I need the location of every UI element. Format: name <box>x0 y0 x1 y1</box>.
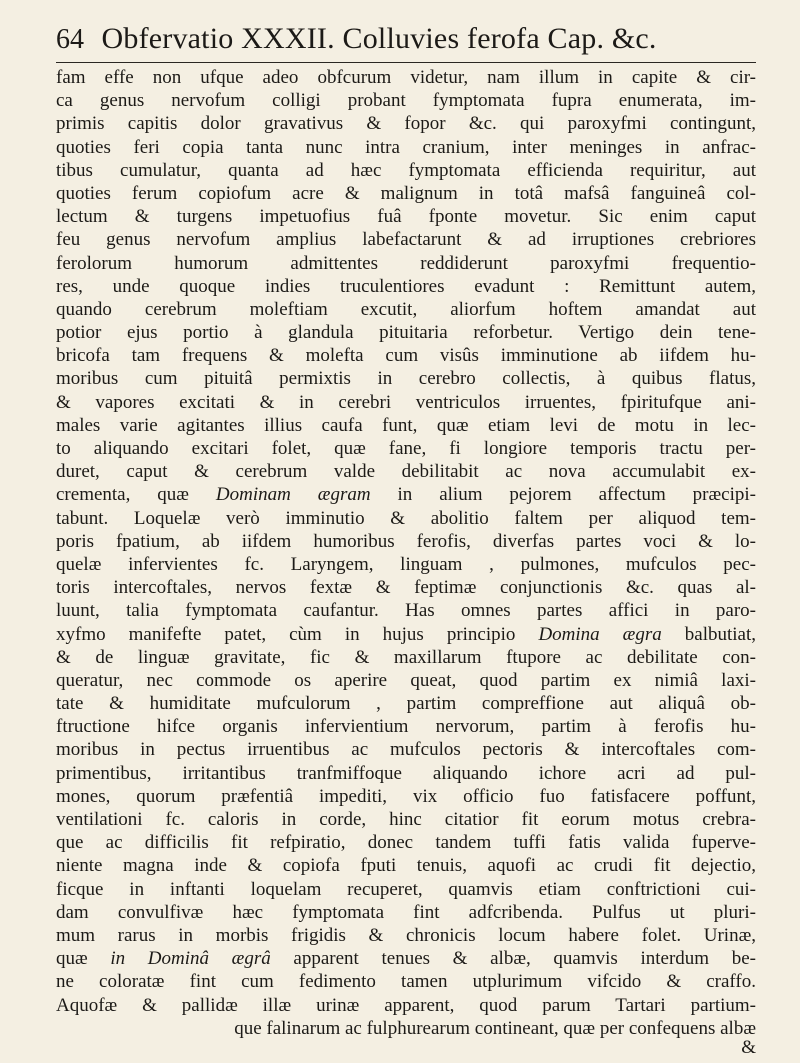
text-segment: ficque in inftanti loquelam recuperet, quamvis etiam conftrictioni cui- <box>56 878 756 900</box>
text-segment: toris intercoftales, nervos fextæ & feptimæ conjunctionis &c. quas al- <box>56 577 756 599</box>
text-line <box>56 182 756 205</box>
text-segment: males varie agitantes illius caufa funt, quæ etiam levi de motu in lec- <box>56 414 756 436</box>
text-line <box>56 808 756 831</box>
text-segment: poris fpatium, ab iifdem humoribus ferofis, diverfas partes voci & lo- <box>56 530 756 552</box>
text-line <box>56 854 756 877</box>
body-text <box>56 66 756 1040</box>
text-segment: luunt, talia fymptomata caufantur. Has omnes partes affici in paro- <box>56 600 756 622</box>
text-line <box>56 275 756 298</box>
text-line <box>56 437 756 460</box>
text-line <box>56 391 756 414</box>
italic-text: in Dominâ ægrâ <box>110 948 271 970</box>
text-segment: & de linguæ gravitate, fic & maxillarum ftupore ac debilitate con- <box>56 646 756 668</box>
text-segment: bricofa tam frequens & molefta cum visûs imminutione ab iifdem hu- <box>56 345 756 367</box>
text-line <box>56 112 756 135</box>
text-segment: potior ejus portio à glandula pituitaria reforbetur. Vertigo dein tene- <box>56 322 756 344</box>
text-line <box>56 530 756 553</box>
text-segment: ferolorum humorum admittentes reddiderunt paroxyfmi frequentio- <box>56 252 756 274</box>
text-segment: duret, caput & cerebrum valde debilitabit ac nova accumulabit ex- <box>56 461 756 483</box>
text-segment: queratur, nec commode os aperire queat, quod partim ex nimiâ laxi- <box>56 669 756 691</box>
text-segment: xyfmo manifefte patet, cùm in hujus principio <box>56 623 539 645</box>
text-segment: quoties feri copia tanta nunc intra cranium, inter meninges in anfrac- <box>56 136 756 158</box>
text-line <box>56 228 756 251</box>
text-line <box>56 947 756 970</box>
text-segment: apparent tenues & albæ, quamvis interdum be- <box>270 948 756 970</box>
text-segment: que falinarum ac fulphurearum contineant, quæ per confequens albæ <box>234 1017 756 1039</box>
text-line <box>56 507 756 530</box>
text-segment: quoties ferum copiofum acre & malignum in totâ mafsâ fanguineâ col- <box>56 182 756 204</box>
text-line <box>56 692 756 715</box>
text-segment: & vapores excitati & in cerebri ventriculos irruentes, fpiritufque ani- <box>56 391 756 413</box>
text-line <box>56 553 756 576</box>
page-number: 64 <box>56 24 84 55</box>
text-segment: dam convulfivæ hæc fymptomata fint adfcribenda. Pulfus ut pluri- <box>56 901 756 923</box>
text-segment: quando cerebrum moleftiam excutit, aliorfum hoftem amandat aut <box>56 298 756 320</box>
text-line <box>56 901 756 924</box>
text-segment: feu genus nervofum amplius labefactarunt & ad irruptiones crebriores <box>56 229 756 251</box>
text-segment: mum rarus in morbis frigidis & chronicis locum habere folet. Urinæ, <box>56 924 756 946</box>
text-line <box>56 924 756 947</box>
text-segment: res, unde quoque indies truculentiores evadunt : Remittunt autem, <box>56 275 756 297</box>
text-line <box>56 414 756 437</box>
text-segment: ne coloratæ fint cum fedimento tamen utplurimum vifcido & craffo. <box>56 971 756 993</box>
text-segment: ca genus nervofum colligi probant fymptomata fupra enumerata, im- <box>56 90 756 112</box>
text-line <box>56 785 756 808</box>
text-segment: tate & humiditate mufculorum , partim compreffione aut aliquâ ob- <box>56 693 756 715</box>
text-line <box>56 252 756 275</box>
text-segment: in alium pejorem affectum præcipi- <box>370 484 757 506</box>
text-segment: Aquofæ & pallidæ illæ urinæ apparent, quod parum Tartari partium- <box>56 994 756 1016</box>
text-segment: moribus cum pituitâ permixtis in cerebro collectis, à quibus flatus, <box>56 368 756 390</box>
text-segment: to aliquando excitari folet, quæ fane, fi longiore temporis tractu per- <box>56 438 756 459</box>
text-line <box>56 623 756 646</box>
text-line <box>56 669 756 692</box>
running-head <box>56 18 756 60</box>
text-line <box>56 599 756 622</box>
text-line <box>56 878 756 901</box>
text-line <box>56 89 756 112</box>
text-line <box>56 136 756 159</box>
italic-text: Domina ægra <box>538 623 662 645</box>
text-line <box>56 738 756 761</box>
text-line <box>56 831 756 854</box>
text-line <box>56 205 756 228</box>
text-segment: crementa, quæ <box>56 484 216 506</box>
text-segment: quelæ infervientes fc. Laryngem, linguam , pulmones, mufculos pec- <box>56 553 756 575</box>
text-segment: ftructione hifce organis infervientium nervorum, partim à ferofis hu- <box>56 716 756 738</box>
text-line <box>56 483 756 506</box>
text-line <box>56 321 756 344</box>
running-title: Obfervatio XXXII. Colluvies ferofa Cap. &c. <box>101 22 657 55</box>
text-line <box>56 994 756 1017</box>
text-line <box>56 970 756 993</box>
text-line <box>56 460 756 483</box>
text-line <box>56 576 756 599</box>
text-segment: niente magna inde & copiofa fputi tenuis, aquofi ac crudi fit dejectio, <box>56 855 756 877</box>
text-segment: ventilationi fc. caloris in corde, hinc citatior fit eorum motus crebra- <box>56 809 756 830</box>
text-segment: primis capitis dolor gravativus & fopor &c. qui paroxyfmi contingunt, <box>56 113 756 135</box>
text-line <box>56 344 756 367</box>
text-segment: tabunt. Loquelæ verò imminutio & abolitio faltem per aliquod tem- <box>56 507 756 529</box>
text-segment: lectum & turgens impetuofius fuâ fponte movetur. Sic enim caput <box>56 206 756 228</box>
text-line <box>56 66 756 89</box>
header-rule <box>56 62 756 63</box>
text-segment: primentibus, irritantibus tranfmiffoque aliquando ichore acri ad pul- <box>56 762 756 784</box>
text-line <box>56 762 756 785</box>
text-segment: que ac difficilis fit refpiratio, donec tandem tuffi fatis valida fuperve- <box>56 832 756 854</box>
text-segment: quæ <box>56 948 111 970</box>
text-line <box>56 715 756 738</box>
text-segment: tibus cumulatur, quanta ad hæc fymptomata efficienda requiritur, aut <box>56 159 756 181</box>
text-line <box>56 367 756 390</box>
text-line <box>56 298 756 321</box>
text-line <box>56 159 756 182</box>
catchword: & <box>741 1037 756 1058</box>
italic-text: Dominam ægram <box>215 484 371 506</box>
text-line <box>56 646 756 669</box>
text-segment: fam effe non ufque adeo obfcurum videtur, nam illum in capite & cir- <box>56 67 756 88</box>
text-segment: balbutiat, <box>661 623 756 645</box>
text-segment: mones, quorum præfentiâ impediti, vix officio fuo fatisfacere poffunt, <box>56 785 756 807</box>
text-segment: moribus in pectus irruentibus ac mufculos pectoris & intercoftales com- <box>56 739 756 761</box>
